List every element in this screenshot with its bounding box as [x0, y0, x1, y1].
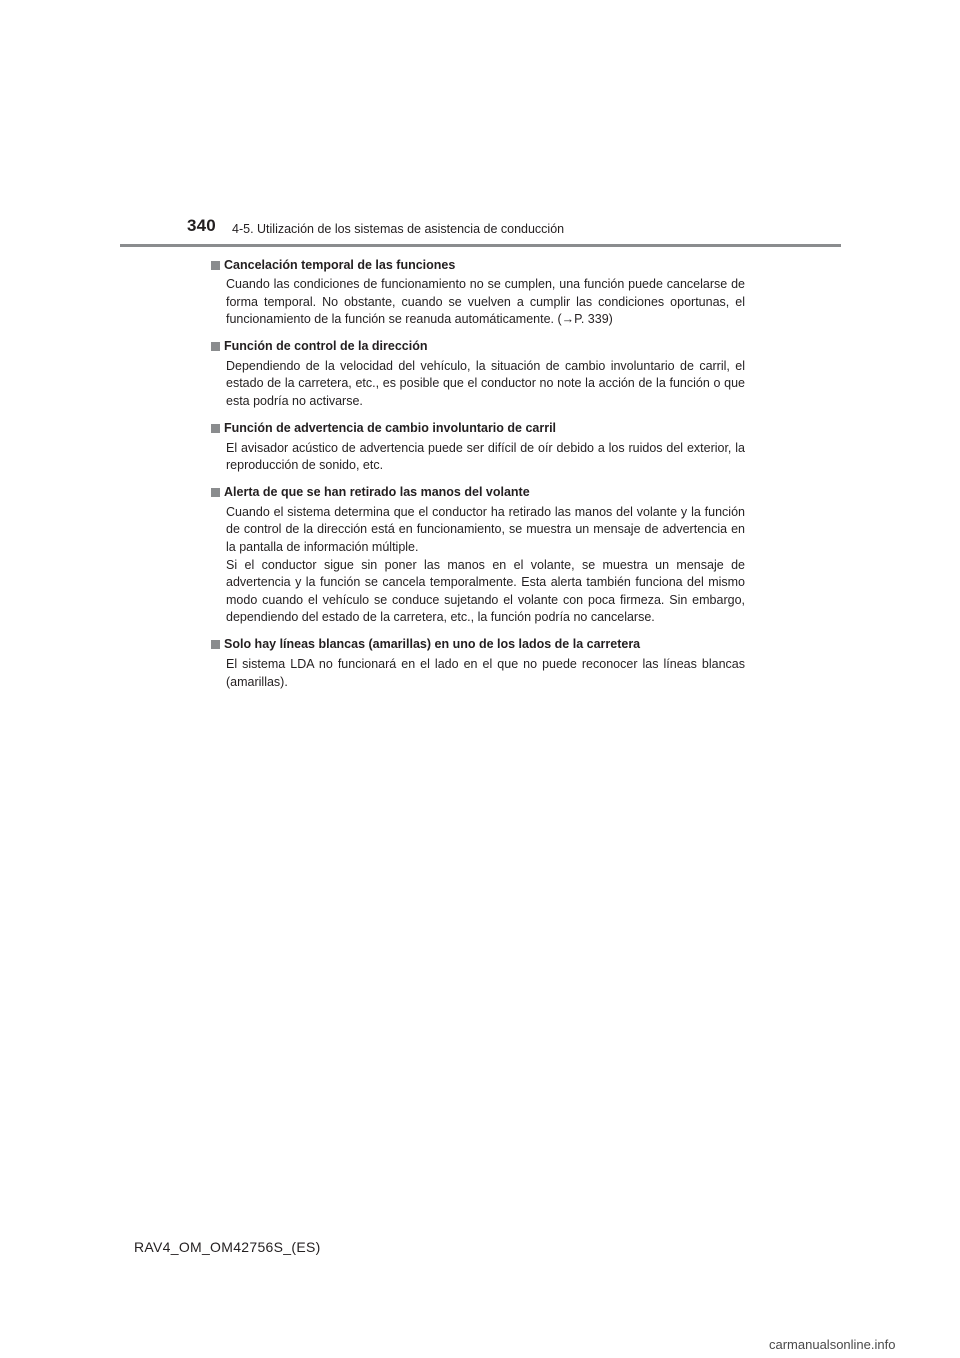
square-bullet-icon: [211, 640, 220, 649]
square-bullet-icon: [211, 342, 220, 351]
square-bullet-icon: [211, 424, 220, 433]
document-code: RAV4_OM_OM42756S_(ES): [134, 1239, 321, 1255]
section-heading: [211, 636, 745, 654]
heading-text: Función de advertencia de cambio involuntario de carril: [224, 421, 557, 436]
paragraph-line: Cuando el sistema determina que el conductor ha retirado las manos del volante y la función de control de la dirección está en funcionamiento, se muestra un mensaje de advertencia en la pantalla de información múltiple.: [226, 504, 745, 554]
header-rule: [120, 244, 841, 247]
heading-text: Cancelación temporal de las funciones: [224, 257, 456, 272]
square-bullet-icon: [211, 488, 220, 497]
content-area: [211, 256, 745, 700]
heading-text: Alerta de que se han retirado las manos del volante: [224, 485, 530, 500]
watermark[interactable]: carmanualsonline.info: [769, 1337, 896, 1352]
paragraph: Dependiendo de la velocidad del vehículo, la situación de cambio involuntario de carril, el estado de la carretera, etc., es posible que el conductor no note la acción de la función o que esta podría no activarse.: [226, 358, 745, 408]
paragraph: El avisador acústico de advertencia puede ser difícil de oír debido a los ruidos del exterior, la reproducción de sonido, etc.: [226, 440, 745, 473]
page-number: 340: [187, 216, 216, 235]
section-heading: [211, 256, 745, 274]
heading-text: Solo hay líneas blancas (amarillas) en uno de los lados de la carretera: [224, 637, 641, 652]
section-heading: [211, 420, 745, 438]
section-hands-off-alert: [211, 484, 745, 627]
section-steering-control: [211, 338, 745, 411]
heading-text: Función de control de la dirección: [224, 339, 428, 354]
paragraph: Cuando las condiciones de funcionamiento no se cumplen, una función puede cancelarse de forma temporal. No obstante, cuando se vuelven a cumplir las condiciones oportunas, el funcionamiento de la función se reanuda automáticamente. (→P. 339): [226, 277, 745, 327]
section-temporary-cancel: [211, 256, 745, 329]
paragraph-line: Si el conductor sigue sin poner las manos en el volante, se muestra un mensaje de advertencia y la función se cancela temporalmente. Esta alerta también funciona del mismo modo cuando el vehículo se conduce sujetando el volante con poca firmeza. Sin embargo, dependiendo del estado de la carretera, etc., la función podría no cancelarse.: [226, 557, 745, 625]
section-heading: [211, 484, 745, 502]
section-one-side-lines: [211, 636, 745, 691]
square-bullet-icon: [211, 261, 220, 270]
paragraph: [226, 504, 745, 627]
section-heading: [211, 338, 745, 356]
paragraph: El sistema LDA no funcionará en el lado en el que no puede reconocer las líneas blancas (amarillas).: [226, 656, 745, 689]
section-title: 4-5. Utilización de los sistemas de asistencia de conducción: [232, 222, 565, 236]
section-lane-departure-warning: [211, 420, 745, 475]
